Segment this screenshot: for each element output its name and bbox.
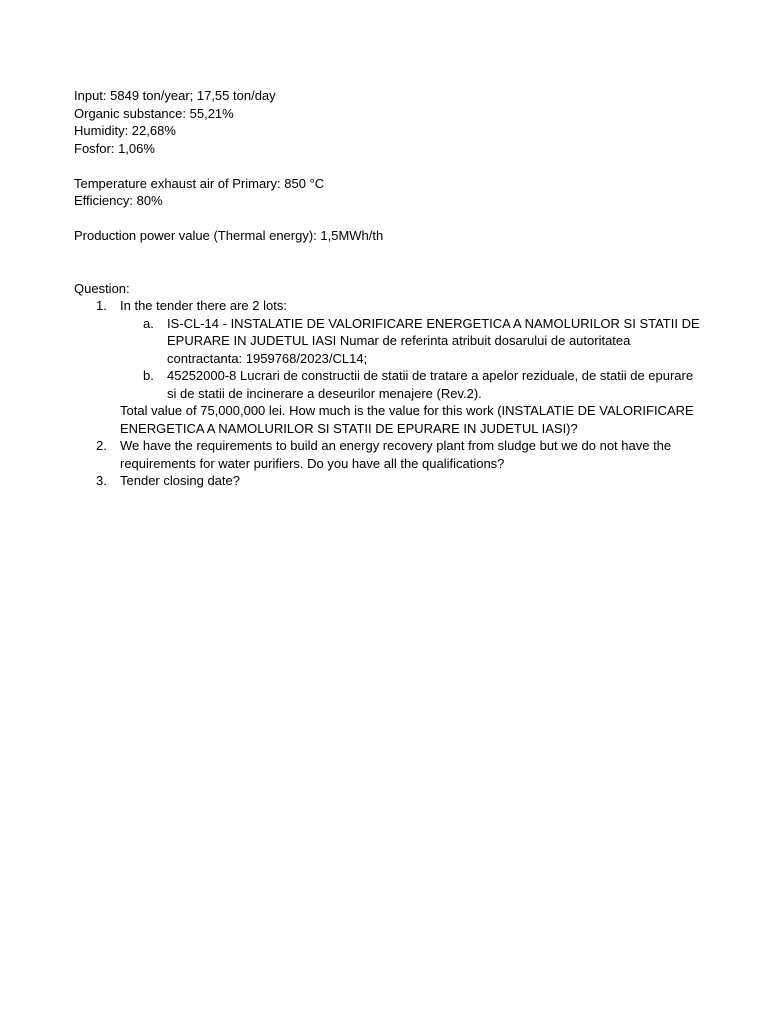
spec-production: Production power value (Thermal energy): 1,5MWh/th: [74, 228, 384, 243]
spec-humidity: Humidity: 22,68%: [74, 123, 176, 138]
question-item: [74, 472, 704, 490]
lot-item: [120, 315, 704, 368]
spec-efficiency: Efficiency: 80%: [74, 193, 163, 208]
question-number: 2.: [96, 438, 107, 453]
question-text: In the tender there are 2 lots:: [120, 298, 287, 313]
question-list: [74, 297, 704, 490]
question-text: Tender closing date?: [120, 473, 240, 488]
question-text: We have the requirements to build an energy recovery plant from sludge but we do not have the requirements for water purifiers. Do you have all the qualifications?: [120, 438, 672, 471]
lot-letter: a.: [143, 315, 154, 331]
question-item: [74, 437, 704, 472]
lot-item: [120, 367, 704, 402]
lot-text: IS-CL-14 - INSTALATIE DE VALORIFICARE ENERGETICA A NAMOLURILOR SI STATII DE EPURARE IN JUDETUL IASI Numar de referinta atribuit dosarului de autoritatea contractanta: 1959768/2023/CL14;: [167, 315, 700, 366]
spec-input: Input: 5849 ton/year; 17,55 ton/day: [74, 88, 276, 103]
document-content: [74, 87, 704, 490]
question-followup: Total value of 75,000,000 lei. How much is the value for this work (INSTALATIE DE VALORIFICARE ENERGETICA A NAMOLURILOR SI STATII DE EPURARE IN JUDETUL IASI)?: [120, 403, 694, 436]
lot-letter: b.: [143, 368, 154, 383]
question-item: [74, 297, 704, 437]
spec-fosfor: Fosfor: 1,06%: [74, 140, 155, 156]
spec-temperature: Temperature exhaust air of Primary: 850 °C: [74, 175, 325, 191]
lot-list: [120, 315, 704, 403]
question-heading: Question:: [74, 280, 130, 296]
question-number: 3.: [96, 473, 107, 488]
lot-text: 45252000-8 Lucrari de constructii de statii de tratare a apelor reziduale, de statii de epurare si de statii de incinerare a deseurilor menajere (Rev.2).: [167, 368, 694, 401]
spec-organic: Organic substance: 55,21%: [74, 105, 234, 121]
question-number: 1.: [96, 298, 107, 313]
